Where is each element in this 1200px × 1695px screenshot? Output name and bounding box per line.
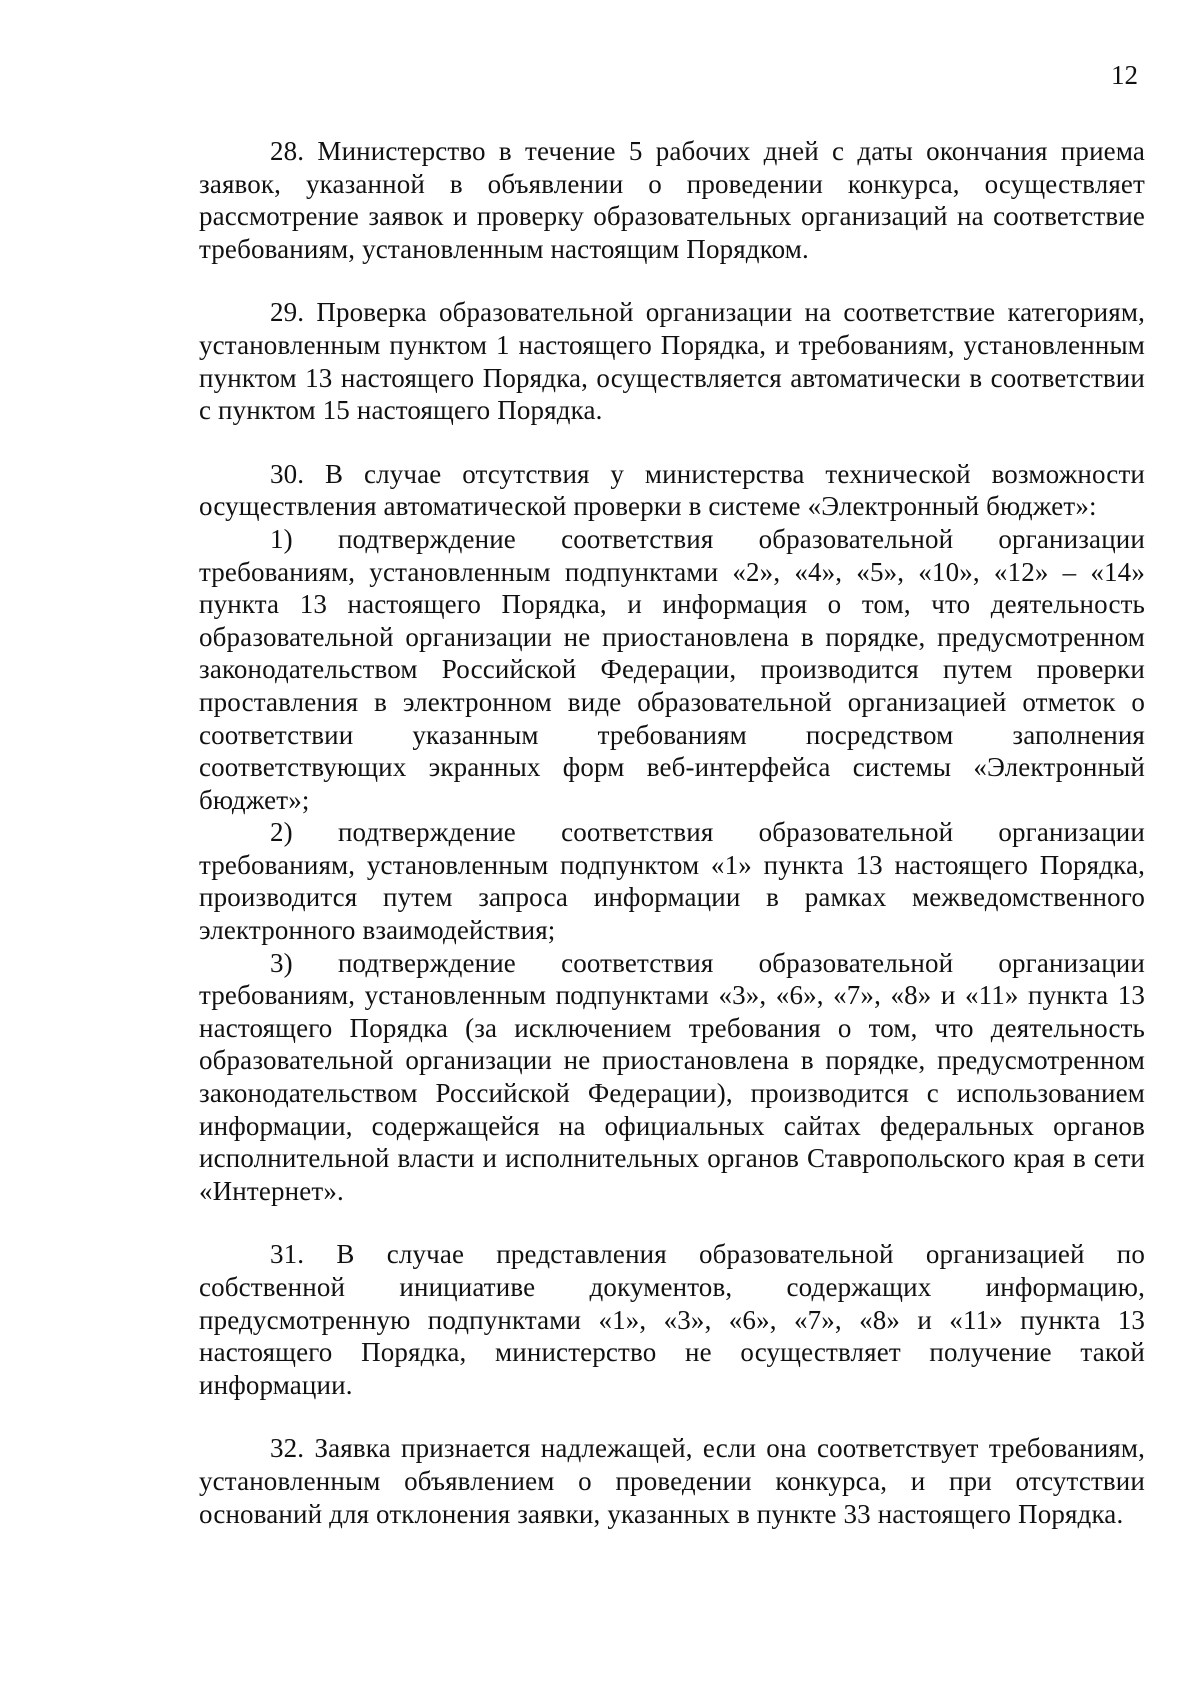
paragraph-30-item-1: 1) подтверждение соответствия образовательной организации требованиям, установленным подпунктами «2», «4», «5», «10», «12» – «14» пункта 13 настоящего Порядка, и информация о том, что деятельность образовательной организации не приостановлена в порядке, предусмотренном законодательством Российской Федерации, производится путем проверки проставления в электронном виде образовательной организацией отметок о соответствии указанным требованиям посредством заполнения соответствующих экранных форм веб-интерфейса системы «Электронный бюджет»; <box>199 523 1145 815</box>
section-30 <box>199 458 1145 1208</box>
document-body <box>199 135 1145 1530</box>
paragraph-32: 32. Заявка признается надлежащей, если она соответствует требованиям, установленным объявлением о проведении конкурса, и при отсутствии оснований для отклонения заявки, указанных в пункте 33 настоящего Порядка. <box>199 1433 1145 1529</box>
section-32 <box>199 1432 1145 1530</box>
paragraph-30-item-2: 2) подтверждение соответствия образовательной организации требованиям, установленным подпунктом «1» пункта 13 настоящего Порядка, производится путем запроса информации в рамках межведомственного электронного взаимодействия; <box>199 817 1145 946</box>
paragraph-28: 28. Министерство в течение 5 рабочих дней с даты окончания приема заявок, указанной в объявлении о проведении конкурса, осуществляет рассмотрение заявок и проверку образовательных организаций на соответствие требованиям, установленным настоящим Порядком. <box>199 136 1145 264</box>
paragraph-29: 29. Проверка образовательной организации на соответствие категориям, установленным пунктом 1 настоящего Порядка, и требованиям, установленным пунктом 13 настоящего Порядка, осуществляется автоматически в соответствии с пунктом 15 настоящего Порядка. <box>199 297 1145 426</box>
paragraph-30-intro: 30. В случае отсутствия у министерства технической возможности осуществления автоматической проверки в системе «Электронный бюджет»: <box>199 458 1145 522</box>
section-29 <box>199 296 1145 426</box>
section-31 <box>199 1238 1145 1401</box>
paragraph-31: 31. В случае представления образовательной организацией по собственной инициативе документов, содержащих информацию, предусмотренную подпунктами «1», «3», «6», «7», «8» и «11» пункта 13 настоящего Порядка, министерство не осуществляет получение такой информации. <box>199 1239 1145 1400</box>
paragraph-30-item-3: 3) подтверждение соответствия образовательной организации требованиям, установленным подпунктами «3», «6», «7», «8» и «11» пункта 13 настоящего Порядка (за исключением требования о том, что деятельность образовательной организации не приостановлена в порядке, предусмотренном законодательством Российской Федерации), производится с использованием информации, содержащейся на официальных сайтах федеральных органов исполнительной власти и исполнительных органов Ставропольского края в сети «Интернет». <box>199 947 1145 1206</box>
section-28 <box>199 135 1145 265</box>
page-number: 12 <box>1111 60 1138 90</box>
